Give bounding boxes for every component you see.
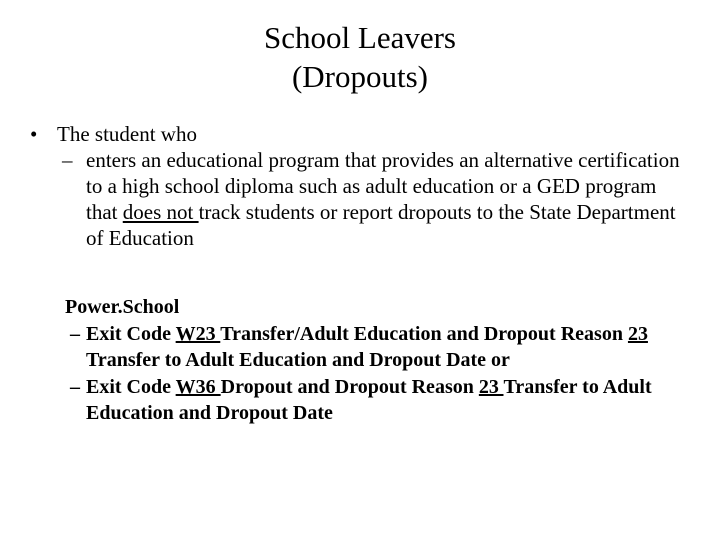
dash-icon: – <box>62 148 73 172</box>
powerschool-item-1 <box>30 321 690 374</box>
bullet-section <box>30 121 690 251</box>
powerschool-heading: Power.School <box>65 296 180 318</box>
item2-exit-code: W36 <box>175 375 221 398</box>
item1-text-1: Exit Code <box>86 322 176 345</box>
sub-bullet-item <box>30 147 690 251</box>
bullet-icon: • <box>30 122 38 146</box>
dash-icon: – <box>70 375 80 398</box>
item1-reason-code: 23 <box>627 322 648 345</box>
powerschool-section <box>30 294 690 427</box>
sub-bullet-text-post: track students or report dropouts to the State Department of Education <box>86 200 676 250</box>
item2-text-1: Exit Code <box>86 375 176 398</box>
slide-title <box>0 18 720 96</box>
item1-exit-code: W23 <box>175 322 221 345</box>
bullet-item <box>30 121 690 147</box>
item2-text-2: Dropout and Dropout Reason <box>220 375 479 398</box>
sub-bullet-text-underlined: does not <box>122 200 199 224</box>
title-line-2: (Dropouts) <box>291 59 429 94</box>
item1-text-3: Transfer to Adult Education and Dropout Date or <box>86 349 510 371</box>
item1-text-2: Transfer/Adult Education and Dropout Reason <box>220 322 628 345</box>
sub-bullet-text-pre: enters an educational program that provides an alternative certification to a high school diploma such as adult education or a GED program that <box>86 148 680 224</box>
bullet-text: The student who <box>57 122 197 146</box>
powerschool-item-2 <box>30 374 690 427</box>
dash-icon: – <box>70 322 80 345</box>
item2-reason-code: 23 <box>478 375 504 398</box>
title-line-1: School Leavers <box>264 20 456 55</box>
item2-text-3: Transfer to Adult Education and Dropout Date <box>86 375 652 424</box>
